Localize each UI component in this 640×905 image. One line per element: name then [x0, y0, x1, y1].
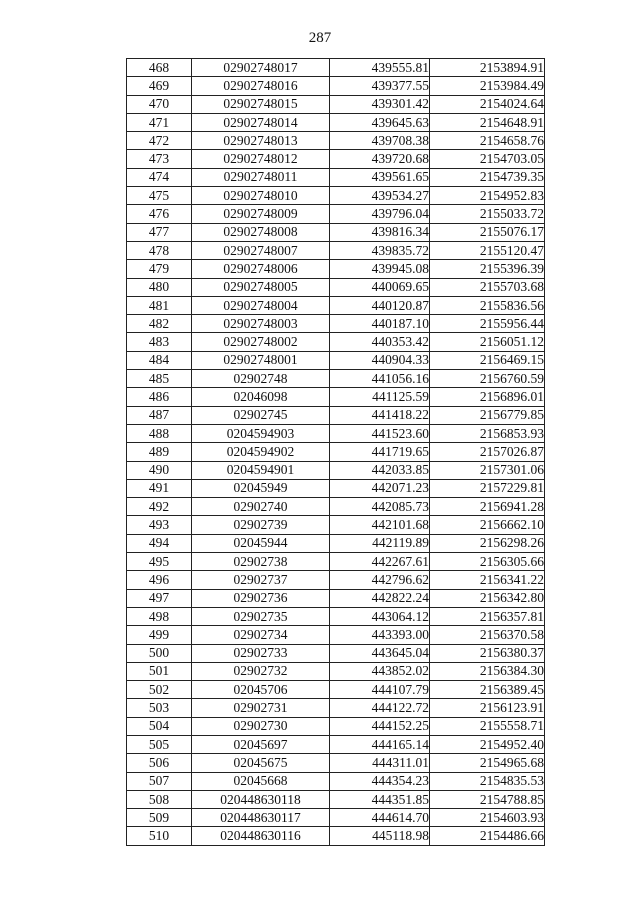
- point-number-cell: 469: [127, 77, 192, 95]
- parcel-code-cell: 02045706: [192, 681, 330, 699]
- table-row: [127, 443, 545, 461]
- x-coordinate-cell: 444351.85: [330, 790, 430, 808]
- point-number-cell: 470: [127, 95, 192, 113]
- y-coordinate-cell: 2156341.22: [430, 571, 545, 589]
- y-coordinate-cell: 2156760.59: [430, 370, 545, 388]
- point-number-cell: 496: [127, 571, 192, 589]
- y-coordinate-cell: 2154835.53: [430, 772, 545, 790]
- parcel-code-cell: 02902748002: [192, 333, 330, 351]
- table-row: [127, 754, 545, 772]
- table-row: [127, 223, 545, 241]
- table-row: [127, 77, 545, 95]
- x-coordinate-cell: 442119.89: [330, 534, 430, 552]
- x-coordinate-cell: 441418.22: [330, 406, 430, 424]
- table-row: [127, 260, 545, 278]
- x-coordinate-cell: 442085.73: [330, 498, 430, 516]
- point-number-cell: 494: [127, 534, 192, 552]
- x-coordinate-cell: 439708.38: [330, 132, 430, 150]
- x-coordinate-cell: 444614.70: [330, 809, 430, 827]
- y-coordinate-cell: 2156123.91: [430, 699, 545, 717]
- table-row: [127, 553, 545, 571]
- x-coordinate-cell: 439561.65: [330, 168, 430, 186]
- parcel-code-cell: 02902748016: [192, 77, 330, 95]
- table-row: [127, 132, 545, 150]
- table-row: [127, 735, 545, 753]
- point-number-cell: 483: [127, 333, 192, 351]
- y-coordinate-cell: 2156469.15: [430, 351, 545, 369]
- x-coordinate-cell: 439816.34: [330, 223, 430, 241]
- y-coordinate-cell: 2156853.93: [430, 424, 545, 442]
- x-coordinate-cell: 439555.81: [330, 59, 430, 77]
- x-coordinate-cell: 439301.42: [330, 95, 430, 113]
- y-coordinate-cell: 2156896.01: [430, 388, 545, 406]
- y-coordinate-cell: 2154603.93: [430, 809, 545, 827]
- x-coordinate-cell: 439720.68: [330, 150, 430, 168]
- y-coordinate-cell: 2157229.81: [430, 479, 545, 497]
- parcel-code-cell: 02902735: [192, 607, 330, 625]
- x-coordinate-cell: 443393.00: [330, 626, 430, 644]
- table-row: [127, 370, 545, 388]
- table-row: [127, 296, 545, 314]
- parcel-code-cell: 02902732: [192, 662, 330, 680]
- x-coordinate-cell: 441125.59: [330, 388, 430, 406]
- parcel-code-cell: 02045668: [192, 772, 330, 790]
- x-coordinate-cell: 444165.14: [330, 735, 430, 753]
- point-number-cell: 490: [127, 461, 192, 479]
- x-coordinate-cell: 444122.72: [330, 699, 430, 717]
- point-number-cell: 476: [127, 205, 192, 223]
- point-number-cell: 489: [127, 443, 192, 461]
- y-coordinate-cell: 2155836.56: [430, 296, 545, 314]
- point-number-cell: 493: [127, 516, 192, 534]
- x-coordinate-cell: 444107.79: [330, 681, 430, 699]
- x-coordinate-cell: 445118.98: [330, 827, 430, 845]
- x-coordinate-cell: 439377.55: [330, 77, 430, 95]
- point-number-cell: 485: [127, 370, 192, 388]
- x-coordinate-cell: 439796.04: [330, 205, 430, 223]
- point-number-cell: 480: [127, 278, 192, 296]
- y-coordinate-cell: 2154703.05: [430, 150, 545, 168]
- point-number-cell: 471: [127, 113, 192, 131]
- x-coordinate-cell: 444311.01: [330, 754, 430, 772]
- parcel-code-cell: 02902748011: [192, 168, 330, 186]
- y-coordinate-cell: 2157301.06: [430, 461, 545, 479]
- point-number-cell: 509: [127, 809, 192, 827]
- y-coordinate-cell: 2156380.37: [430, 644, 545, 662]
- x-coordinate-cell: 443852.02: [330, 662, 430, 680]
- y-coordinate-cell: 2153984.49: [430, 77, 545, 95]
- table-row: [127, 388, 545, 406]
- table-row: [127, 424, 545, 442]
- parcel-code-cell: 02902748005: [192, 278, 330, 296]
- parcel-code-cell: 02902748001: [192, 351, 330, 369]
- parcel-code-cell: 02902748014: [192, 113, 330, 131]
- y-coordinate-cell: 2154952.83: [430, 187, 545, 205]
- table-row: [127, 278, 545, 296]
- x-coordinate-cell: 442101.68: [330, 516, 430, 534]
- table-row: [127, 571, 545, 589]
- y-coordinate-cell: 2154648.91: [430, 113, 545, 131]
- point-number-cell: 481: [127, 296, 192, 314]
- table-row: [127, 113, 545, 131]
- x-coordinate-cell: 441523.60: [330, 424, 430, 442]
- parcel-code-cell: 02902748017: [192, 59, 330, 77]
- point-number-cell: 477: [127, 223, 192, 241]
- table-row: [127, 772, 545, 790]
- x-coordinate-cell: 439645.63: [330, 113, 430, 131]
- table-row: [127, 315, 545, 333]
- parcel-code-cell: 02902748006: [192, 260, 330, 278]
- table-row: [127, 699, 545, 717]
- table-row: [127, 516, 545, 534]
- point-number-cell: 474: [127, 168, 192, 186]
- table-row: [127, 168, 545, 186]
- y-coordinate-cell: 2157026.87: [430, 443, 545, 461]
- point-number-cell: 492: [127, 498, 192, 516]
- table-row: [127, 589, 545, 607]
- parcel-code-cell: 02902748012: [192, 150, 330, 168]
- y-coordinate-cell: 2154024.64: [430, 95, 545, 113]
- parcel-code-cell: 02045944: [192, 534, 330, 552]
- y-coordinate-cell: 2156298.26: [430, 534, 545, 552]
- table-row: [127, 498, 545, 516]
- point-number-cell: 478: [127, 241, 192, 259]
- table-row: [127, 644, 545, 662]
- point-number-cell: 487: [127, 406, 192, 424]
- parcel-code-cell: 0204594903: [192, 424, 330, 442]
- y-coordinate-cell: 2154965.68: [430, 754, 545, 772]
- x-coordinate-cell: 442033.85: [330, 461, 430, 479]
- parcel-code-cell: 020448630116: [192, 827, 330, 845]
- y-coordinate-cell: 2156305.66: [430, 553, 545, 571]
- parcel-code-cell: 02902740: [192, 498, 330, 516]
- parcel-code-cell: 02902748004: [192, 296, 330, 314]
- parcel-code-cell: 02902736: [192, 589, 330, 607]
- x-coordinate-cell: 440187.10: [330, 315, 430, 333]
- table-row: [127, 626, 545, 644]
- table-row: [127, 717, 545, 735]
- parcel-code-cell: 02902748015: [192, 95, 330, 113]
- coordinates-table: [126, 58, 545, 846]
- parcel-code-cell: 02902739: [192, 516, 330, 534]
- parcel-code-cell: 02902748: [192, 370, 330, 388]
- x-coordinate-cell: 442796.62: [330, 571, 430, 589]
- x-coordinate-cell: 444152.25: [330, 717, 430, 735]
- table-row: [127, 607, 545, 625]
- y-coordinate-cell: 2156357.81: [430, 607, 545, 625]
- parcel-code-cell: 02902733: [192, 644, 330, 662]
- point-number-cell: 510: [127, 827, 192, 845]
- point-number-cell: 507: [127, 772, 192, 790]
- parcel-code-cell: 02902748008: [192, 223, 330, 241]
- y-coordinate-cell: 2156389.45: [430, 681, 545, 699]
- x-coordinate-cell: 442822.24: [330, 589, 430, 607]
- x-coordinate-cell: 443064.12: [330, 607, 430, 625]
- y-coordinate-cell: 2154486.66: [430, 827, 545, 845]
- table-row: [127, 662, 545, 680]
- point-number-cell: 504: [127, 717, 192, 735]
- y-coordinate-cell: 2154658.76: [430, 132, 545, 150]
- table-row: [127, 241, 545, 259]
- x-coordinate-cell: 439534.27: [330, 187, 430, 205]
- y-coordinate-cell: 2156779.85: [430, 406, 545, 424]
- y-coordinate-cell: 2155120.47: [430, 241, 545, 259]
- table-row: [127, 534, 545, 552]
- point-number-cell: 497: [127, 589, 192, 607]
- table-row: [127, 59, 545, 77]
- point-number-cell: 491: [127, 479, 192, 497]
- parcel-code-cell: 02902748009: [192, 205, 330, 223]
- y-coordinate-cell: 2156941.28: [430, 498, 545, 516]
- table-row: [127, 333, 545, 351]
- parcel-code-cell: 02902730: [192, 717, 330, 735]
- table-row: [127, 351, 545, 369]
- point-number-cell: 499: [127, 626, 192, 644]
- y-coordinate-cell: 2156051.12: [430, 333, 545, 351]
- point-number-cell: 486: [127, 388, 192, 406]
- table-row: [127, 187, 545, 205]
- y-coordinate-cell: 2154952.40: [430, 735, 545, 753]
- parcel-code-cell: 02045697: [192, 735, 330, 753]
- point-number-cell: 484: [127, 351, 192, 369]
- x-coordinate-cell: 440904.33: [330, 351, 430, 369]
- point-number-cell: 502: [127, 681, 192, 699]
- parcel-code-cell: 02902737: [192, 571, 330, 589]
- y-coordinate-cell: 2155956.44: [430, 315, 545, 333]
- table-row: [127, 681, 545, 699]
- parcel-code-cell: 0204594902: [192, 443, 330, 461]
- parcel-code-cell: 02902738: [192, 553, 330, 571]
- x-coordinate-cell: 439835.72: [330, 241, 430, 259]
- parcel-code-cell: 02902734: [192, 626, 330, 644]
- y-coordinate-cell: 2154739.35: [430, 168, 545, 186]
- parcel-code-cell: 02045949: [192, 479, 330, 497]
- x-coordinate-cell: 441719.65: [330, 443, 430, 461]
- y-coordinate-cell: 2155076.17: [430, 223, 545, 241]
- point-number-cell: 479: [127, 260, 192, 278]
- point-number-cell: 500: [127, 644, 192, 662]
- y-coordinate-cell: 2155558.71: [430, 717, 545, 735]
- table-row: [127, 95, 545, 113]
- point-number-cell: 505: [127, 735, 192, 753]
- y-coordinate-cell: 2156342.80: [430, 589, 545, 607]
- point-number-cell: 503: [127, 699, 192, 717]
- parcel-code-cell: 0204594901: [192, 461, 330, 479]
- parcel-code-cell: 02902748013: [192, 132, 330, 150]
- point-number-cell: 473: [127, 150, 192, 168]
- point-number-cell: 498: [127, 607, 192, 625]
- y-coordinate-cell: 2155033.72: [430, 205, 545, 223]
- parcel-code-cell: 02045675: [192, 754, 330, 772]
- x-coordinate-cell: 439945.08: [330, 260, 430, 278]
- point-number-cell: 472: [127, 132, 192, 150]
- table-row: [127, 479, 545, 497]
- table-row: [127, 406, 545, 424]
- point-number-cell: 495: [127, 553, 192, 571]
- parcel-code-cell: 02902748007: [192, 241, 330, 259]
- table-row: [127, 461, 545, 479]
- parcel-code-cell: 02902748003: [192, 315, 330, 333]
- table-row: [127, 809, 545, 827]
- x-coordinate-cell: 440353.42: [330, 333, 430, 351]
- y-coordinate-cell: 2154788.85: [430, 790, 545, 808]
- point-number-cell: 482: [127, 315, 192, 333]
- parcel-code-cell: 020448630118: [192, 790, 330, 808]
- table-body: [127, 59, 545, 846]
- x-coordinate-cell: 444354.23: [330, 772, 430, 790]
- table-row: [127, 827, 545, 845]
- x-coordinate-cell: 442267.61: [330, 553, 430, 571]
- point-number-cell: 501: [127, 662, 192, 680]
- point-number-cell: 488: [127, 424, 192, 442]
- table-row: [127, 150, 545, 168]
- x-coordinate-cell: 442071.23: [330, 479, 430, 497]
- y-coordinate-cell: 2156384.30: [430, 662, 545, 680]
- y-coordinate-cell: 2155703.68: [430, 278, 545, 296]
- y-coordinate-cell: 2155396.39: [430, 260, 545, 278]
- x-coordinate-cell: 441056.16: [330, 370, 430, 388]
- parcel-code-cell: 020448630117: [192, 809, 330, 827]
- x-coordinate-cell: 440120.87: [330, 296, 430, 314]
- y-coordinate-cell: 2153894.91: [430, 59, 545, 77]
- y-coordinate-cell: 2156370.58: [430, 626, 545, 644]
- parcel-code-cell: 02902731: [192, 699, 330, 717]
- table-row: [127, 205, 545, 223]
- parcel-code-cell: 02902745: [192, 406, 330, 424]
- point-number-cell: 475: [127, 187, 192, 205]
- point-number-cell: 468: [127, 59, 192, 77]
- point-number-cell: 506: [127, 754, 192, 772]
- x-coordinate-cell: 443645.04: [330, 644, 430, 662]
- parcel-code-cell: 02902748010: [192, 187, 330, 205]
- page-number: 287: [308, 30, 332, 46]
- point-number-cell: 508: [127, 790, 192, 808]
- parcel-code-cell: 02046098: [192, 388, 330, 406]
- table-row: [127, 790, 545, 808]
- x-coordinate-cell: 440069.65: [330, 278, 430, 296]
- y-coordinate-cell: 2156662.10: [430, 516, 545, 534]
